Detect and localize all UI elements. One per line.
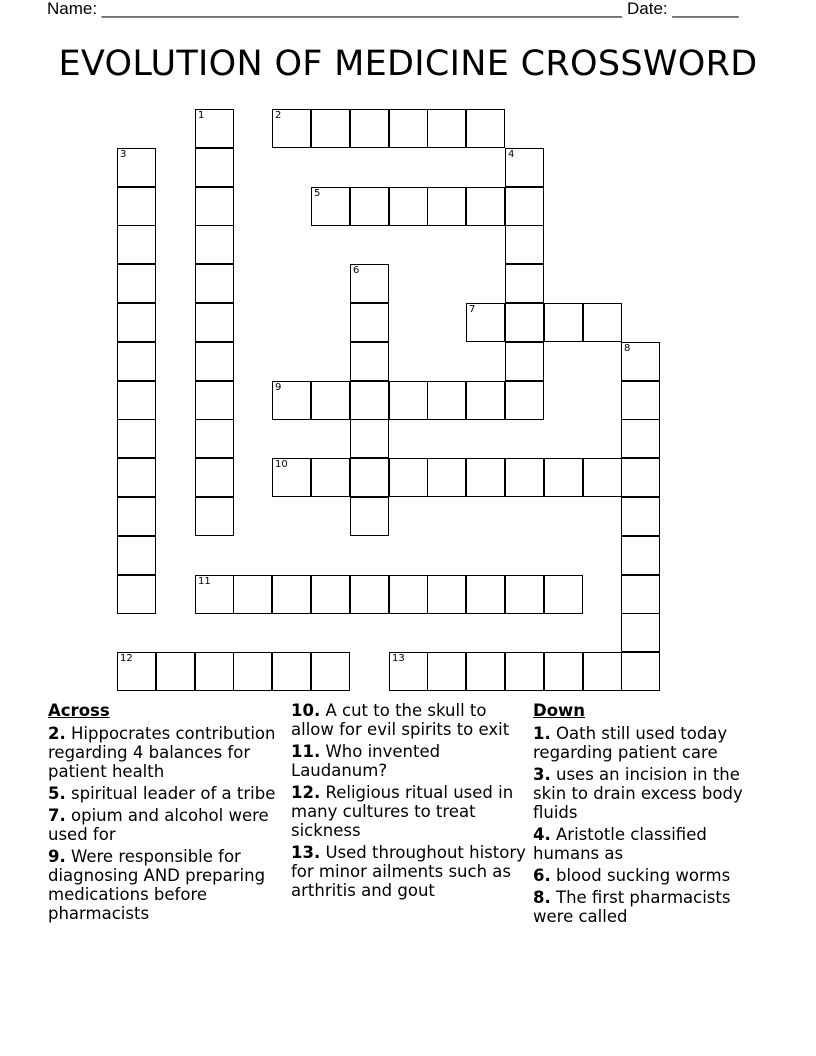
across-heading: Across bbox=[48, 701, 110, 720]
grid-cell[interactable] bbox=[389, 652, 428, 691]
grid-cell[interactable] bbox=[350, 575, 389, 614]
grid-cell[interactable] bbox=[621, 613, 660, 652]
grid-cell[interactable] bbox=[621, 575, 660, 614]
grid-cell[interactable] bbox=[427, 381, 466, 420]
grid-cell[interactable] bbox=[350, 303, 389, 342]
grid-cell[interactable] bbox=[389, 187, 428, 226]
grid-cell[interactable] bbox=[350, 419, 389, 458]
grid-cell[interactable] bbox=[389, 575, 428, 614]
grid-cell[interactable] bbox=[505, 264, 544, 303]
clue-across-7: 7. opium and alcohol were used for bbox=[48, 806, 269, 844]
grid-cell[interactable] bbox=[272, 458, 311, 497]
grid-cell[interactable] bbox=[272, 381, 311, 420]
grid-cell[interactable] bbox=[195, 419, 234, 458]
grid-cell[interactable] bbox=[427, 109, 466, 148]
grid-cell[interactable] bbox=[505, 381, 544, 420]
grid-cell[interactable] bbox=[195, 342, 234, 381]
clues-column-3 bbox=[533, 701, 769, 929]
grid-cell[interactable] bbox=[505, 148, 544, 187]
grid-cell[interactable] bbox=[311, 187, 350, 226]
grid-cell[interactable] bbox=[350, 187, 389, 226]
grid-cell[interactable] bbox=[389, 109, 428, 148]
grid-cell[interactable] bbox=[621, 419, 660, 458]
clue-number: 10 bbox=[275, 459, 288, 470]
grid-cell[interactable] bbox=[195, 303, 234, 342]
grid-cell[interactable] bbox=[350, 342, 389, 381]
grid-cell[interactable] bbox=[621, 381, 660, 420]
grid-cell[interactable] bbox=[117, 652, 156, 691]
grid-cell[interactable] bbox=[350, 109, 389, 148]
grid-cell[interactable] bbox=[350, 497, 389, 536]
clue-number: 1 bbox=[198, 110, 205, 121]
grid-cell[interactable] bbox=[117, 419, 156, 458]
grid-cell[interactable] bbox=[117, 264, 156, 303]
grid-cell[interactable] bbox=[544, 303, 583, 342]
clue-number: 12 bbox=[120, 653, 133, 664]
grid-cell[interactable] bbox=[466, 303, 505, 342]
clue-number: 11 bbox=[198, 576, 211, 587]
clue-across-10: 10. A cut to the skull to allow for evil spirits to exit bbox=[291, 701, 510, 739]
grid-cell[interactable] bbox=[195, 187, 234, 226]
grid-cell[interactable] bbox=[466, 575, 505, 614]
grid-cell[interactable] bbox=[466, 109, 505, 148]
clue-across-9: 9. Were responsible for diagnosing AND preparing medications before pharmacists bbox=[48, 847, 266, 923]
grid-cell[interactable] bbox=[311, 652, 350, 691]
grid-cell[interactable] bbox=[621, 497, 660, 536]
clue-number: 3 bbox=[120, 149, 127, 160]
grid-cell[interactable] bbox=[466, 381, 505, 420]
grid-cell[interactable] bbox=[272, 652, 311, 691]
grid-cell[interactable] bbox=[311, 458, 350, 497]
grid-cell[interactable] bbox=[505, 458, 544, 497]
grid-cell[interactable] bbox=[195, 264, 234, 303]
clues-column-1 bbox=[48, 701, 284, 926]
clue-across-5: 5. spiritual leader of a tribe bbox=[48, 784, 276, 803]
page-title: EVOLUTION OF MEDICINE CROSSWORD bbox=[58, 44, 758, 84]
grid-cell[interactable] bbox=[350, 264, 389, 303]
grid-cell[interactable] bbox=[583, 458, 622, 497]
grid-cell[interactable] bbox=[195, 575, 234, 614]
grid-cell[interactable] bbox=[117, 225, 156, 264]
grid-cell[interactable] bbox=[621, 342, 660, 381]
grid-cell[interactable] bbox=[195, 148, 234, 187]
clue-down-3: 3. uses an incision in the skin to drain excess body fluids bbox=[533, 765, 743, 822]
name-field[interactable]: Name: _______________________________________________________ bbox=[47, 0, 622, 18]
grid-cell[interactable] bbox=[505, 225, 544, 264]
grid-cell[interactable] bbox=[505, 575, 544, 614]
clues-column-2 bbox=[291, 701, 527, 903]
grid-cell[interactable] bbox=[195, 458, 234, 497]
grid-cell[interactable] bbox=[505, 342, 544, 381]
grid-cell[interactable] bbox=[117, 536, 156, 575]
clue-down-6: 6. blood sucking worms bbox=[533, 866, 731, 885]
grid-cell[interactable] bbox=[117, 497, 156, 536]
grid-cell[interactable] bbox=[195, 652, 234, 691]
grid-cell[interactable] bbox=[427, 575, 466, 614]
grid-cell[interactable] bbox=[195, 381, 234, 420]
grid-cell[interactable] bbox=[505, 187, 544, 226]
clue-down-8: 8. The first pharmacists were called bbox=[533, 888, 731, 926]
grid-cell[interactable] bbox=[233, 652, 272, 691]
grid-cell[interactable] bbox=[427, 652, 466, 691]
grid-cell[interactable] bbox=[427, 187, 466, 226]
clue-number: 2 bbox=[275, 110, 282, 121]
down-heading: Down bbox=[533, 701, 586, 720]
grid-cell[interactable] bbox=[117, 575, 156, 614]
grid-cell[interactable] bbox=[350, 458, 389, 497]
clue-number: 13 bbox=[392, 653, 405, 664]
grid-cell[interactable] bbox=[505, 303, 544, 342]
grid-cell[interactable] bbox=[544, 458, 583, 497]
grid-cell[interactable] bbox=[311, 381, 350, 420]
grid-cell[interactable] bbox=[117, 148, 156, 187]
grid-cell[interactable] bbox=[544, 575, 583, 614]
grid-cell[interactable] bbox=[389, 458, 428, 497]
grid-cell[interactable] bbox=[389, 381, 428, 420]
grid-cell[interactable] bbox=[156, 652, 195, 691]
grid-cell[interactable] bbox=[272, 109, 311, 148]
grid-cell[interactable] bbox=[117, 381, 156, 420]
clue-number: 6 bbox=[353, 265, 360, 276]
grid-cell[interactable] bbox=[621, 652, 660, 691]
grid-cell[interactable] bbox=[583, 652, 622, 691]
grid-cell[interactable] bbox=[311, 575, 350, 614]
grid-cell[interactable] bbox=[466, 458, 505, 497]
clue-number: 5 bbox=[314, 188, 321, 199]
grid-cell[interactable] bbox=[505, 652, 544, 691]
grid-cell[interactable] bbox=[195, 497, 234, 536]
grid-cell[interactable] bbox=[272, 575, 311, 614]
grid-cell[interactable] bbox=[233, 575, 272, 614]
grid-cell[interactable] bbox=[621, 458, 660, 497]
clue-number: 8 bbox=[624, 343, 631, 354]
date-field[interactable]: Date: _______ bbox=[627, 0, 739, 18]
grid-cell[interactable] bbox=[583, 303, 622, 342]
clue-down-1: 1. Oath still used today regarding patient care bbox=[533, 724, 728, 762]
clue-number: 9 bbox=[275, 382, 282, 393]
clue-across-12: 12. Religious ritual used in many cultures to treat sickness bbox=[291, 783, 514, 840]
clue-number: 4 bbox=[508, 149, 515, 160]
grid-cell[interactable] bbox=[195, 109, 234, 148]
grid-cell[interactable] bbox=[466, 187, 505, 226]
clue-across-13: 13. Used throughout history for minor ailments such as arthritis and gout bbox=[291, 843, 526, 900]
grid-cell[interactable] bbox=[195, 225, 234, 264]
grid-cell[interactable] bbox=[117, 187, 156, 226]
grid-cell[interactable] bbox=[350, 381, 389, 420]
clue-across-2: 2. Hippocrates contribution regarding 4 balances for patient health bbox=[48, 724, 276, 781]
grid-cell[interactable] bbox=[621, 536, 660, 575]
grid-cell[interactable] bbox=[544, 652, 583, 691]
grid-cell[interactable] bbox=[117, 303, 156, 342]
clue-down-4: 4. Aristotle classified humans as bbox=[533, 825, 707, 863]
grid-cell[interactable] bbox=[466, 652, 505, 691]
clue-number: 7 bbox=[469, 304, 476, 315]
grid-cell[interactable] bbox=[117, 342, 156, 381]
grid-cell[interactable] bbox=[117, 458, 156, 497]
grid-cell[interactable] bbox=[311, 109, 350, 148]
clue-across-11: 11. Who invented Laudanum? bbox=[291, 742, 441, 780]
grid-cell[interactable] bbox=[427, 458, 466, 497]
